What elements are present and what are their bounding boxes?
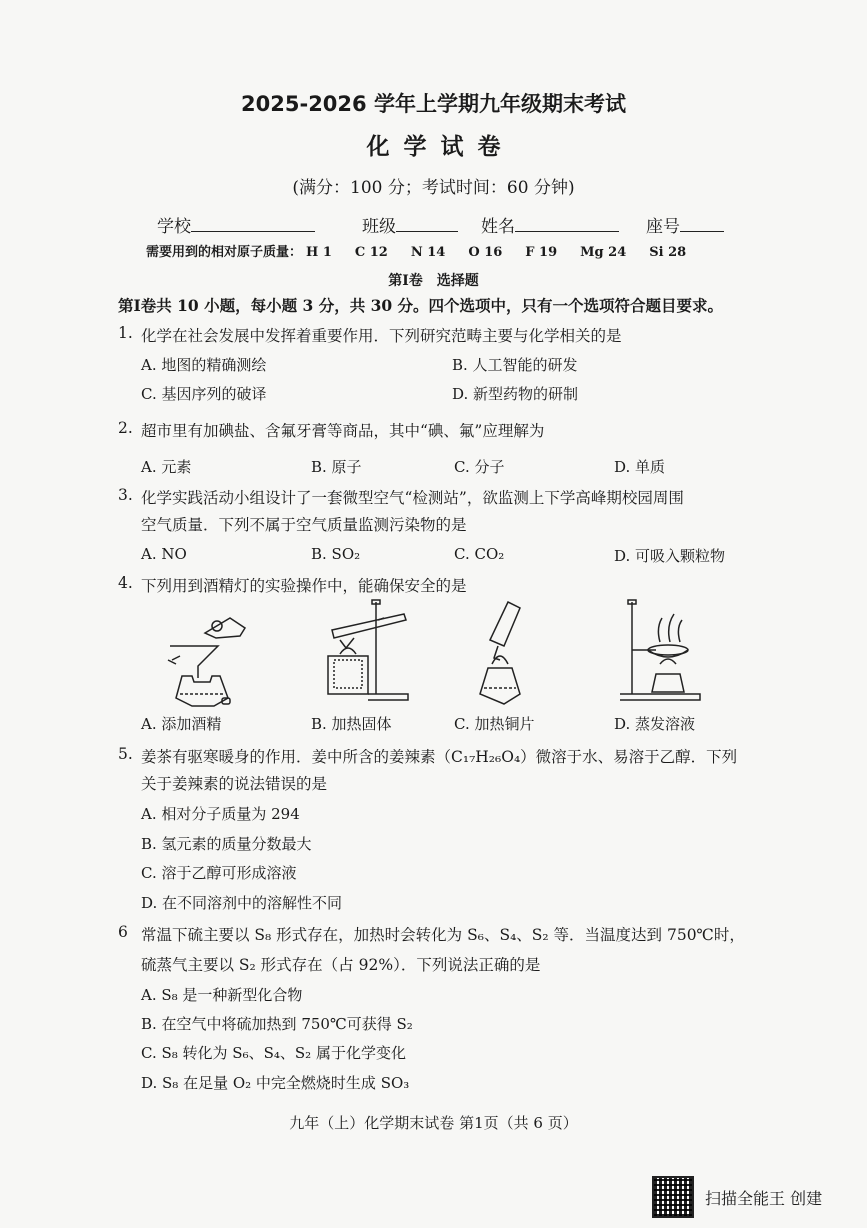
question-2-number: 2. bbox=[118, 419, 133, 437]
question-3-number: 3. bbox=[118, 486, 133, 504]
q1-option-d: D. 新型药物的研制 bbox=[452, 385, 579, 403]
question-3-stem-line2: 空气质量．下列不属于空气质量监测污染物的是 bbox=[141, 516, 467, 534]
name-field: 姓名 bbox=[481, 212, 619, 237]
q5-option-c: C. 溶于乙醇可形成溶液 bbox=[141, 864, 297, 882]
question-4-stem: 下列用到酒精灯的实验操作中，能确保安全的是 bbox=[141, 577, 467, 595]
exam-title: 2025-2026 学年上学期九年级期末考试 bbox=[241, 92, 626, 116]
class-field: 班级 bbox=[362, 212, 458, 237]
q2-option-c: C. 分子 bbox=[454, 458, 505, 476]
atomic-mass-row: 需要用到的相对原子质量： H 1 C 12 N 14 O 16 F 19 Mg 24 Si 28 bbox=[146, 245, 687, 260]
question-6-number: 6 bbox=[118, 923, 128, 941]
q2-option-d: D. 单质 bbox=[614, 458, 666, 476]
q1-option-a: A. 地图的精确测绘 bbox=[141, 356, 267, 374]
q3-option-a: A. NO bbox=[141, 545, 187, 563]
question-6-stem-line1: 常温下硫主要以 S₈ 形式存在，加热时会转化为 S₆、S₄、S₂ 等．当温度达到 750℃时， bbox=[141, 926, 745, 944]
seat-field: 座号 bbox=[646, 212, 724, 237]
question-2-stem: 超市里有加碘盐、含氟牙膏等商品，其中“碘、氟”应理解为 bbox=[141, 422, 545, 440]
q5-option-a: A. 相对分子质量为 294 bbox=[141, 805, 300, 823]
q6-option-d: D. S₈ 在足量 O₂ 中完全燃烧时生成 SO₃ bbox=[141, 1074, 410, 1092]
q5-option-b: B. 氢元素的质量分数最大 bbox=[141, 835, 312, 853]
qr-code-icon bbox=[652, 1176, 694, 1218]
q4-option-b: B. 加热固体 bbox=[311, 715, 392, 733]
q6-option-c: C. S₈ 转化为 S₆、S₄、S₂ 属于化学变化 bbox=[141, 1044, 406, 1062]
q5-option-d: D. 在不同溶剂中的溶解性不同 bbox=[141, 894, 343, 912]
figure-heat-solid bbox=[318, 598, 418, 710]
section-title: 第Ⅰ卷 选择题 bbox=[388, 273, 479, 289]
question-6-stem-line2: 硫蒸气主要以 S₂ 形式存在（占 92%）．下列说法正确的是 bbox=[141, 956, 541, 974]
q3-option-c: C. CO₂ bbox=[454, 545, 505, 563]
question-1-stem: 化学在社会发展中发挥着重要作用．下列研究范畴主要与化学相关的是 bbox=[141, 327, 622, 345]
q4-option-a: A. 添加酒精 bbox=[141, 715, 222, 733]
subject-title: 化学试卷 bbox=[366, 133, 515, 160]
q3-option-b: B. SO₂ bbox=[311, 545, 361, 563]
q1-option-b: B. 人工智能的研发 bbox=[452, 356, 578, 374]
school-field: 学校 bbox=[157, 212, 315, 237]
section-instruction: 第Ⅰ卷共 10 小题，每小题 3 分，共 30 分。四个选项中，只有一个选项符合题目要求。 bbox=[118, 296, 724, 315]
q2-option-a: A. 元素 bbox=[141, 458, 192, 476]
question-3-stem-line1: 化学实践活动小组设计了一套微型空气“检测站”，欲监测上下学高峰期校园周围 bbox=[141, 489, 684, 507]
question-5-stem-line2: 关于姜辣素的说法错误的是 bbox=[141, 775, 328, 793]
question-1-number: 1. bbox=[118, 324, 133, 342]
figure-evaporate-solution bbox=[600, 598, 710, 710]
q4-option-d: D. 蒸发溶液 bbox=[614, 715, 696, 733]
figure-heat-copper bbox=[470, 598, 540, 710]
figure-add-alcohol bbox=[150, 598, 260, 710]
q6-option-b: B. 在空气中将硫加热到 750℃可获得 S₂ bbox=[141, 1015, 413, 1033]
q2-option-b: B. 原子 bbox=[311, 458, 362, 476]
q1-option-c: C. 基因序列的破译 bbox=[141, 385, 267, 403]
exam-info: (满分：100 分；考试时间：60 分钟) bbox=[292, 178, 575, 198]
question-5-number: 5. bbox=[118, 745, 133, 763]
question-4-number: 4. bbox=[118, 574, 133, 592]
scanner-watermark: 扫描全能王 创建 bbox=[705, 1189, 823, 1208]
page-footer: 九年（上）化学期末试卷 第1页（共 6 页） bbox=[289, 1114, 578, 1132]
q4-option-c: C. 加热铜片 bbox=[454, 715, 535, 733]
q6-option-a: A. S₈ 是一种新型化合物 bbox=[141, 986, 303, 1004]
q3-option-d: D. 可吸入颗粒物 bbox=[614, 547, 726, 565]
question-5-stem-line1: 姜茶有驱寒暖身的作用．姜中所含的姜辣素（C₁₇H₂₆O₄）微溶于水、易溶于乙醇．下列 bbox=[141, 748, 738, 766]
